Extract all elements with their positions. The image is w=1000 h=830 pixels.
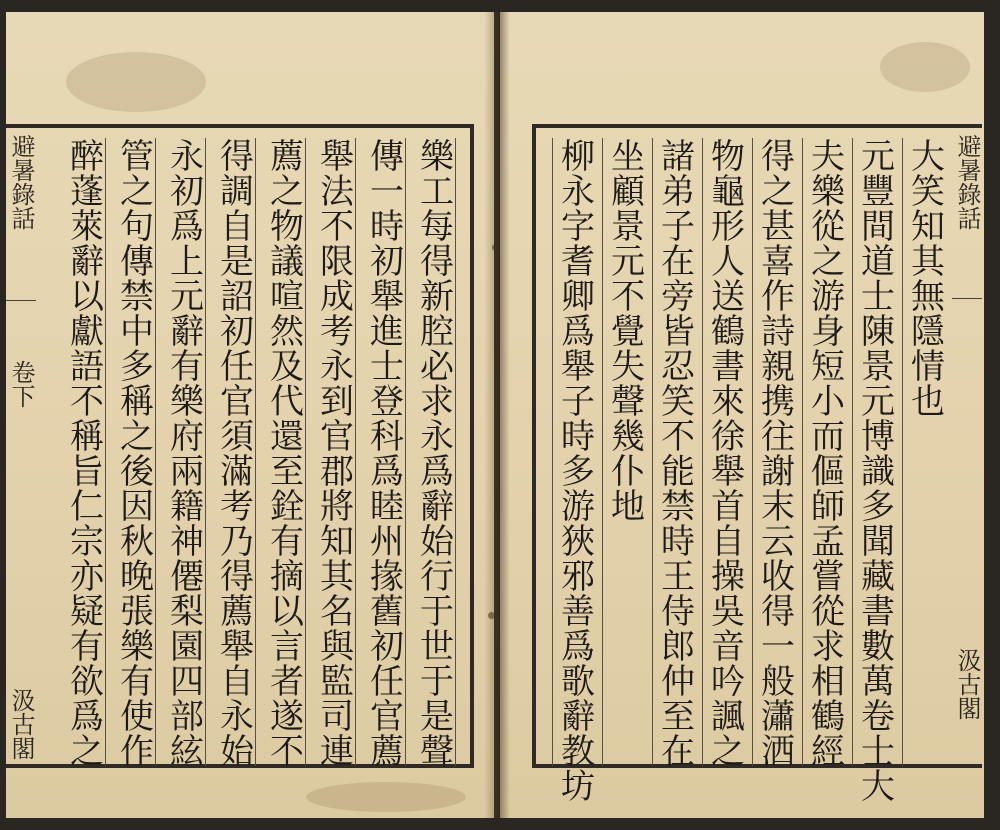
binding-hole [488,612,494,619]
paper-stain [880,42,970,92]
text-column [802,138,846,766]
text-column [702,138,746,766]
column-text: 元豐間道士陳景元博識多聞藏書數萬卷士大 [854,138,895,803]
column-text: 得之甚喜作詩親携往謝末云收得一般瀟洒 [754,138,795,768]
text-column [362,138,406,766]
book-title-label: 避暑錄話 [7,134,35,230]
volume-label: 卷下 [7,360,35,408]
right-page [500,12,984,818]
column-text: 夫樂從之游身短小而傴師孟嘗從求相鶴經 [804,138,845,768]
column-text: 樂工每得新腔必求永爲辭始行于世于是聲 [413,138,454,768]
text-column [262,138,306,766]
column-text: 醉蓬萊辭以獻語不稱旨仁宗亦疑有欲爲之 [63,138,104,768]
text-column [852,138,896,803]
column-text: 管之句傳禁中多稱之後因秋晚張樂有使作 [113,138,154,768]
paper-stain [306,782,466,812]
column-text: 柳永字耆卿爲舉子時多游狹邪善爲歌辭教坊 [554,138,595,803]
left-text-frame [26,124,474,768]
text-column [752,138,796,766]
column-text: 舉法不限成考永到官郡將知其名與監司連 [313,138,354,768]
column-text: 永初爲上元辭有樂府兩籍神僊梨園四部絃 [163,138,204,768]
column-text: 得調自是詔初任官須滿考乃得薦舉自永始 [213,138,254,768]
column-text: 諸弟子在旁皆忍笑不能禁時王侍郎仲至在 [654,138,695,768]
column-text: 傳一時初舉進士登科爲睦州掾舊初任官薦 [363,138,404,768]
publisher-label: 汲古閣 [953,648,981,720]
text-column [552,138,596,803]
text-column [902,138,946,766]
right-text-frame [532,124,980,803]
left-page [6,12,494,818]
text-column [112,138,156,766]
right-page-center-margin [952,124,982,768]
binding-hole [492,244,494,251]
paper-stain [66,52,206,112]
column-text: 薦之物議喧然及代還至銓有摘以言者遂不 [263,138,304,768]
column-text: 大笑知其無隱情也 [904,138,945,418]
fold-line [952,298,982,299]
text-column [212,138,256,766]
text-column [62,138,106,766]
column-text: 坐顧景元不覺失聲幾仆地 [604,138,645,523]
text-column [162,138,206,766]
publisher-label: 汲古閣 [7,688,35,760]
text-column [602,138,646,766]
book-title-label: 避暑錄話 [953,134,981,230]
text-column [652,138,696,766]
text-column [412,138,456,766]
text-column [312,138,356,766]
column-text: 物龜形人送鶴書來徐舉首自操吳音吟諷之 [704,138,745,768]
